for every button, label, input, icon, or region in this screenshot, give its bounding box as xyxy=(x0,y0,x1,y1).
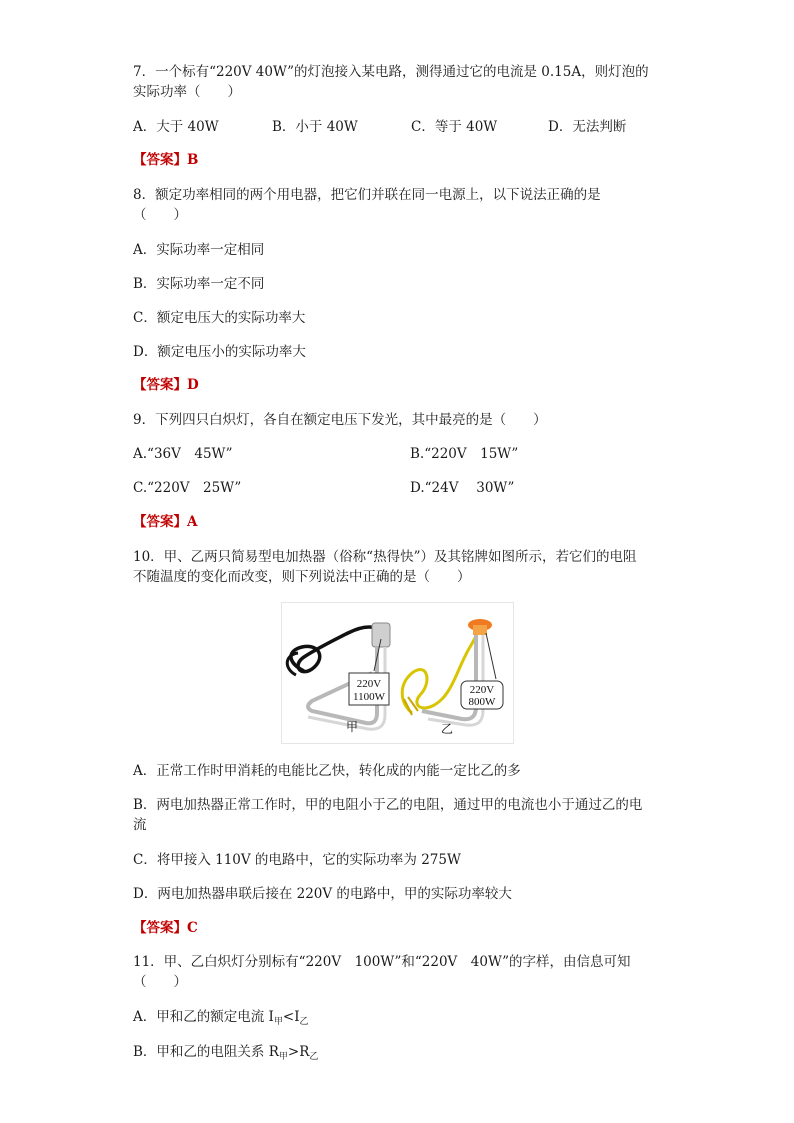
q7-answer: 【答案】B xyxy=(133,152,199,168)
q11-option-a-sub1: 甲 xyxy=(273,1017,283,1027)
q7-option-d: D．无法判断 xyxy=(548,119,627,135)
q7-stem-line1: 7．一个标有“220V 40W”的灯泡接入某电路，测得通过它的电流是 0.15A，则灯泡的 xyxy=(133,64,649,80)
q7-stem-line2: 实际功率（ ） xyxy=(133,84,241,100)
q8-option-a: A．实际功率一定相同 xyxy=(133,242,265,258)
heater-left-head xyxy=(372,623,390,647)
q11-stem-line1: 11．甲、乙白炽灯分别标有“220V 100W”和“220V 40W”的字样，由信息可知 xyxy=(133,954,631,970)
q8-option-c: C．额定电压大的实际功率大 xyxy=(133,310,306,326)
heater-left-power: 1100W xyxy=(353,691,385,703)
q11-option-a xyxy=(133,1007,309,1032)
heater-right-voltage: 220V xyxy=(469,684,495,696)
heater-right-head xyxy=(473,625,487,635)
q10-stem-line2: 不随温度的变化而改变，则下列说法中正确的是（ ） xyxy=(133,569,471,585)
heater-left-voltage: 220V xyxy=(356,678,382,690)
q11-option-b-sub1: 甲 xyxy=(278,1052,288,1062)
q9-option-d: D.“24V 30W” xyxy=(410,480,515,496)
q10-option-b-line1: B．两电加热器正常工作时，甲的电阻小于乙的电阻，通过甲的电流也小于通过乙的电 xyxy=(133,797,643,813)
q11-option-a-sub2: 乙 xyxy=(299,1017,309,1027)
q11-option-a-mid: <I xyxy=(282,1009,300,1025)
q10-stem-line1: 10．甲、乙两只简易型电加热器（俗称“热得快”）及其铭牌如图所示，若它们的电阻 xyxy=(133,549,637,565)
q11-option-b xyxy=(133,1042,318,1067)
q8-option-b: B．实际功率一定不同 xyxy=(133,276,265,292)
heater-right-pointer xyxy=(486,633,496,679)
heater-left-cord xyxy=(291,627,378,672)
q7-option-c: C．等于 40W xyxy=(411,119,498,135)
q10-answer: 【答案】C xyxy=(133,920,198,936)
q8-answer: 【答案】D xyxy=(133,377,199,393)
q11-option-b-text: B．甲和乙的电阻关系 R xyxy=(133,1044,279,1060)
q11-stem-line2: （ ） xyxy=(133,974,187,990)
q11-option-a-text: A．甲和乙的额定电流 I xyxy=(133,1009,274,1025)
q9-option-b: B.“220V 15W” xyxy=(410,446,519,462)
q10-option-d: D．两电加热器串联后接在 220V 的电路中，甲的实际功率较大 xyxy=(133,886,512,902)
q9-answer: 【答案】A xyxy=(133,514,198,530)
q10-option-b-line2: 流 xyxy=(133,817,147,833)
q9-option-a: A.“36V 45W” xyxy=(133,446,233,462)
heater-right-caption: 乙 xyxy=(440,722,454,736)
q7-option-b: B．小于 40W xyxy=(272,119,358,135)
q10-option-c: C．将甲接入 110V 的电路中，它的实际功率为 275W xyxy=(133,852,461,868)
heater-illustration xyxy=(282,603,513,743)
q8-option-d: D．额定电压小的实际功率大 xyxy=(133,344,306,360)
q9-stem: 9．下列四只白炽灯，各自在额定电压下发光，其中最亮的是（ ） xyxy=(133,412,547,428)
heater-left-caption: 甲 xyxy=(345,720,359,734)
q8-stem-line2: （ ） xyxy=(133,207,187,223)
q7-option-a: A．大于 40W xyxy=(133,119,219,135)
q8-stem-line1: 8．额定功率相同的两个用电器，把它们并联在同一电源上，以下说法正确的是 xyxy=(133,187,601,203)
q10-option-a: A．正常工作时甲消耗的电能比乙快，转化成的内能一定比乙的多 xyxy=(133,763,521,779)
q9-option-c: C.“220V 25W” xyxy=(133,480,242,496)
q11-option-b-mid: >R xyxy=(287,1044,310,1060)
q11-option-b-sub2: 乙 xyxy=(309,1052,319,1062)
heater-figure xyxy=(281,602,514,744)
heater-right-power: 800W xyxy=(468,696,496,708)
